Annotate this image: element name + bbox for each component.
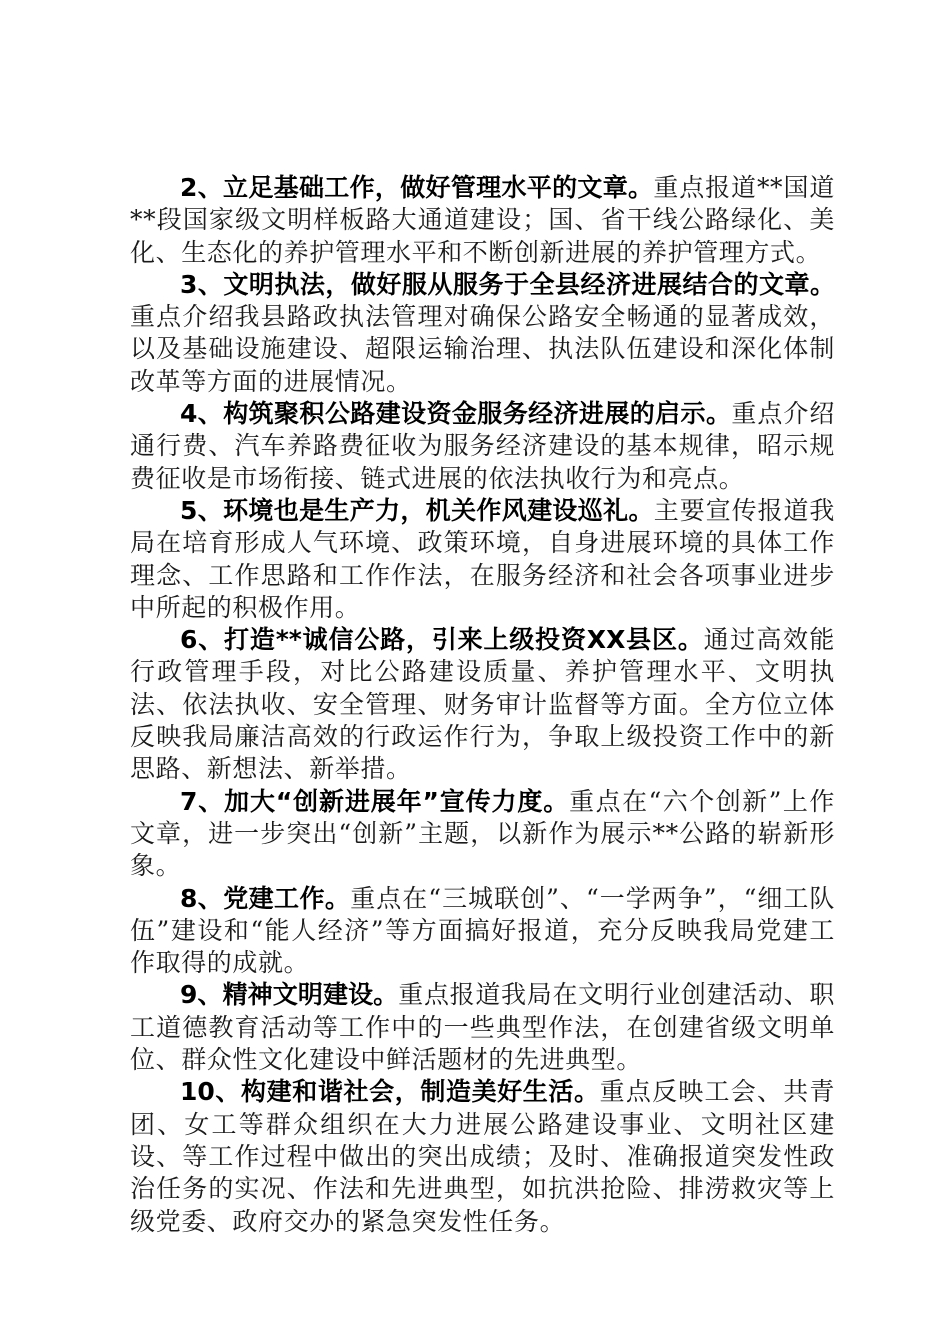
paragraph-text: 主要宣传报道我局在培育形成人气环境、政策环境，自身进展环境的具体工作理念、工作思路和工作作法，在服务经济和社会各项事业进步中所起的积极作用。 — [130, 495, 835, 622]
paragraph-text: 重点在“六个创新”上作文章，进一步突出“创新”主题，以新作为展示**公路的崭新形象。 — [130, 786, 835, 881]
document-page — [130, 172, 835, 1238]
paragraph-heading: 5、环境也是生产力，机关作风建设巡礼。 — [180, 495, 654, 525]
paragraph-item-8 — [130, 883, 835, 980]
paragraph-text: 重点介绍通行费、汽车养路费征收为服务经济建设的基本规律，昭示规费征收是市场衔接、链式进展的依法执收行为和亮点。 — [130, 399, 835, 493]
paragraph-item-10 — [130, 1076, 835, 1237]
paragraph-heading: 8、党建工作。 — [180, 883, 351, 913]
paragraph-heading: 10、构建和谐社会，制造美好生活。 — [180, 1077, 600, 1107]
paragraph-text: 通过高效能行政管理手段，对比公路建设质量、养护管理水平、文明执法、依法执收、安全管理、财务审计监督等方面。全方位立体反映我局廉洁高效的行政运作行为，争取上级投资工作中的新思路、新想法、新举措。 — [130, 625, 835, 784]
paragraph-text: 重点介绍我县路政执法管理对确保公路安全畅通的显著成效，以及基础设施建设、超限运输治理、执法队伍建设和深化体制改革等方面的进展情况。 — [130, 302, 835, 396]
paragraph-item-7 — [130, 786, 835, 883]
paragraph-heading: 3、文明执法，做好服从服务于全县经济进展结合的文章。 — [180, 269, 835, 299]
paragraph-item-9 — [130, 979, 835, 1076]
paragraph-item-2 — [130, 172, 835, 269]
paragraph-heading: 6、打造**诚信公路，引来上级投资XX县区。 — [180, 625, 704, 655]
paragraph-heading: 9、精神文明建设。 — [180, 980, 399, 1010]
paragraph-item-3 — [130, 269, 835, 398]
paragraph-text: 重点报道**国道**段国家级文明样板路大通道建设；国、省干线公路绿化、美化、生态化的养护管理水平和不断创新进展的养护管理方式。 — [130, 173, 835, 267]
paragraph-text: 重点报道我局在文明行业创建活动、职工道德教育活动等工作中的一些典型作法，在创建省级文明单位、群众性文化建设中鲜活题材的先进典型。 — [130, 980, 835, 1075]
paragraph-heading: 4、构筑聚积公路建设资金服务经济进展的启示。 — [180, 399, 732, 429]
paragraph-text: 重点在“三城联创”、“一学两争”，“细工队伍”建设和“能人经济”等方面搞好报道，充分反映我局党建工作取得的成就。 — [130, 883, 835, 978]
paragraph-item-4 — [130, 398, 835, 495]
paragraph-item-5 — [130, 495, 835, 624]
paragraph-text: 重点反映工会、共青团、女工等群众组织在大力进展公路建设事业、文明社区建设、等工作过程中做出的突出成绩；及时、准确报道突发性政治任务的实况、作法和先进典型，如抗洪抢险、排涝救灾等上级党委、政府交办的紧急突发性任务。 — [130, 1077, 835, 1236]
paragraph-item-6 — [130, 624, 835, 785]
paragraph-heading: 2、立足基础工作，做好管理水平的文章。 — [180, 173, 654, 202]
paragraph-heading: 7、加大“创新进展年”宣传力度。 — [180, 786, 570, 816]
